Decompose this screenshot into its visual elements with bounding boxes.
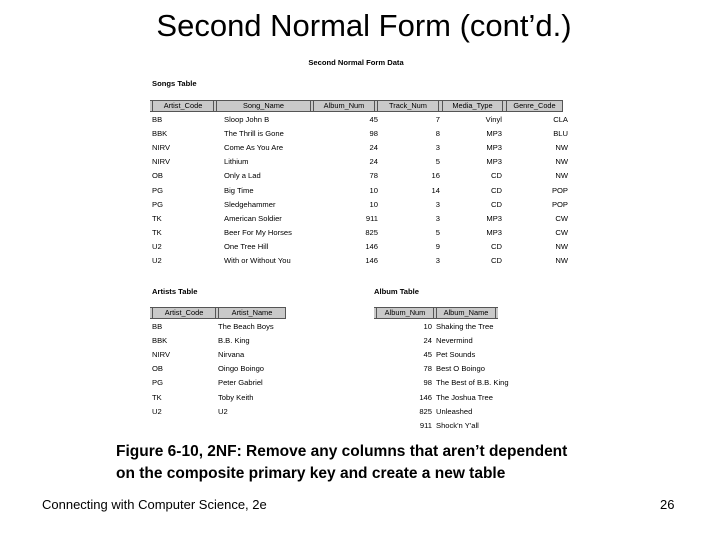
table-cell: PG xyxy=(152,185,163,195)
table-cell: 98 xyxy=(369,129,378,139)
artists-col-header: Artist_Code xyxy=(152,308,216,318)
table-cell: With or Without You xyxy=(224,256,291,265)
table-cell: Unleashed xyxy=(436,406,473,416)
table-cell: 45 xyxy=(423,350,432,360)
table-cell: 45 xyxy=(369,115,378,124)
table-cell: CW xyxy=(555,227,568,237)
figure-caption-line-2: on the composite primary key and create a new table xyxy=(116,465,506,482)
album-table-caption: Album Table xyxy=(374,287,420,296)
table-cell: 911 xyxy=(365,213,378,223)
album-col-header: Album_Num xyxy=(376,308,434,318)
table-cell: NW xyxy=(555,143,568,153)
table-cell: Pet Sounds xyxy=(436,350,476,360)
artists-col-header: Artist_Name xyxy=(218,308,286,318)
table-cell: MP3 xyxy=(486,143,502,153)
table-cell: 825 xyxy=(419,406,432,416)
slide-number: 26 xyxy=(660,497,675,512)
table-cell: One Tree Hill xyxy=(224,241,269,251)
slide-title: Second Normal Form (cont’d.) xyxy=(156,8,572,43)
table-cell: MP3 xyxy=(486,157,502,167)
table-cell: Only a Lad xyxy=(224,171,261,181)
table-cell: 3 xyxy=(435,199,440,209)
album-table-header xyxy=(374,307,498,319)
table-cell: MP3 xyxy=(486,227,502,237)
figure-caption xyxy=(116,441,676,485)
table-cell: 8 xyxy=(435,129,440,139)
table-cell: 24 xyxy=(369,157,378,167)
table-cell: U2 xyxy=(152,241,162,251)
table-cell: Come As You Are xyxy=(224,143,284,153)
table-cell: POP xyxy=(551,199,568,209)
table-cell: BBK xyxy=(152,336,168,346)
table-cell: Best O Boingo xyxy=(436,364,485,374)
songs-col-header: Song_Name xyxy=(216,101,311,111)
table-cell: 16 xyxy=(431,171,440,181)
table-cell: Toby Keith xyxy=(218,392,254,402)
artists-table-caption: Artists Table xyxy=(152,287,198,296)
table-cell: Sloop John B xyxy=(224,115,270,124)
table-cell: CD xyxy=(491,171,502,181)
table-cell: Beer For My Horses xyxy=(224,227,292,237)
table-cell: Shock'n Y'all xyxy=(436,420,479,430)
table-cell: Nirvana xyxy=(218,350,245,360)
table-cell: 78 xyxy=(423,364,432,374)
table-cell: B.B. King xyxy=(218,336,250,346)
table-cell: 78 xyxy=(369,171,378,181)
table-cell: Sledgehammer xyxy=(224,199,276,209)
table-cell: MP3 xyxy=(486,129,502,139)
table-cell: 911 xyxy=(419,420,432,430)
table-cell: Vinyl xyxy=(485,115,502,124)
table-cell: BBK xyxy=(152,129,168,139)
table-cell: 9 xyxy=(435,241,440,251)
table-cell: NIRV xyxy=(152,157,171,167)
table-cell: American Soldier xyxy=(224,213,282,223)
table-cell: Big Time xyxy=(224,185,254,195)
songs-col-header: Genre_Code xyxy=(506,101,563,111)
table-cell: BB xyxy=(152,115,163,124)
table-cell: 146 xyxy=(365,256,378,265)
table-cell: PG xyxy=(152,199,163,209)
table-cell: NIRV xyxy=(152,350,171,360)
table-cell: 10 xyxy=(423,322,432,331)
table-cell: Nevermind xyxy=(436,336,473,346)
table-cell: MP3 xyxy=(486,213,502,223)
table-cell: U2 xyxy=(218,406,228,416)
table-cell: 14 xyxy=(431,185,440,195)
table-cell: 10 xyxy=(369,185,378,195)
table-cell: 24 xyxy=(369,143,378,153)
table-cell: 5 xyxy=(435,227,440,237)
table-cell: CLA xyxy=(553,115,568,124)
table-cell: 98 xyxy=(423,378,432,388)
songs-table-caption: Songs Table xyxy=(152,79,197,88)
table-cell: OB xyxy=(152,364,163,374)
table-cell: 5 xyxy=(435,157,440,167)
table-cell: NW xyxy=(555,241,568,251)
table-cell: PG xyxy=(152,378,163,388)
table-cell: BLU xyxy=(553,129,568,139)
table-cell: 10 xyxy=(369,199,378,209)
songs-col-header: Media_Type xyxy=(442,101,503,111)
footer-course-title: Connecting with Computer Science, 2e xyxy=(42,497,267,512)
table-cell: CD xyxy=(491,256,502,265)
table-cell: Oingo Boingo xyxy=(218,364,265,374)
table-cell: 146 xyxy=(365,241,378,251)
table-cell: The Joshua Tree xyxy=(436,392,493,402)
table-cell: 24 xyxy=(423,336,432,346)
table-cell: TK xyxy=(152,227,162,237)
table-cell: OB xyxy=(152,171,163,181)
table-cell: 146 xyxy=(419,392,432,402)
table-cell: 3 xyxy=(435,256,440,265)
table-cell: The Beach Boys xyxy=(218,322,274,331)
table-cell: NIRV xyxy=(152,143,171,153)
table-cell: NW xyxy=(555,256,568,265)
table-cell: Peter Gabriel xyxy=(218,378,263,388)
table-cell: CD xyxy=(491,241,502,251)
songs-table-header xyxy=(150,100,563,112)
table-cell: CD xyxy=(491,185,502,195)
table-cell: BB xyxy=(152,322,163,331)
table-cell: CD xyxy=(491,199,502,209)
table-cell: U2 xyxy=(152,406,162,416)
album-col-header: Album_Name xyxy=(436,308,496,318)
figure-title: Second Normal Form Data xyxy=(308,58,404,67)
figure-image xyxy=(146,56,566,436)
songs-col-header: Artist_Code xyxy=(152,101,214,111)
table-cell: NW xyxy=(555,157,568,167)
artists-table-header xyxy=(150,307,286,319)
table-cell: The Thrill is Gone xyxy=(224,129,284,139)
table-cell: TK xyxy=(152,213,162,223)
table-cell: U2 xyxy=(152,256,162,265)
table-cell: POP xyxy=(551,185,568,195)
table-cell: Shaking the Tree xyxy=(436,322,494,331)
table-cell: The Best of B.B. King xyxy=(436,378,509,388)
table-cell: Lithium xyxy=(224,157,249,167)
songs-col-header: Album_Num xyxy=(313,101,375,111)
table-cell: NW xyxy=(555,171,568,181)
table-cell: 7 xyxy=(435,115,440,124)
table-cell: 825 xyxy=(365,227,378,237)
table-cell: 3 xyxy=(435,213,440,223)
figure-caption-line-1: Figure 6-10, 2NF: Remove any columns that aren’t dependent xyxy=(116,443,568,460)
songs-col-header: Track_Num xyxy=(377,101,439,111)
table-cell: CW xyxy=(555,213,568,223)
table-cell: 3 xyxy=(435,143,440,153)
table-cell: TK xyxy=(152,392,162,402)
